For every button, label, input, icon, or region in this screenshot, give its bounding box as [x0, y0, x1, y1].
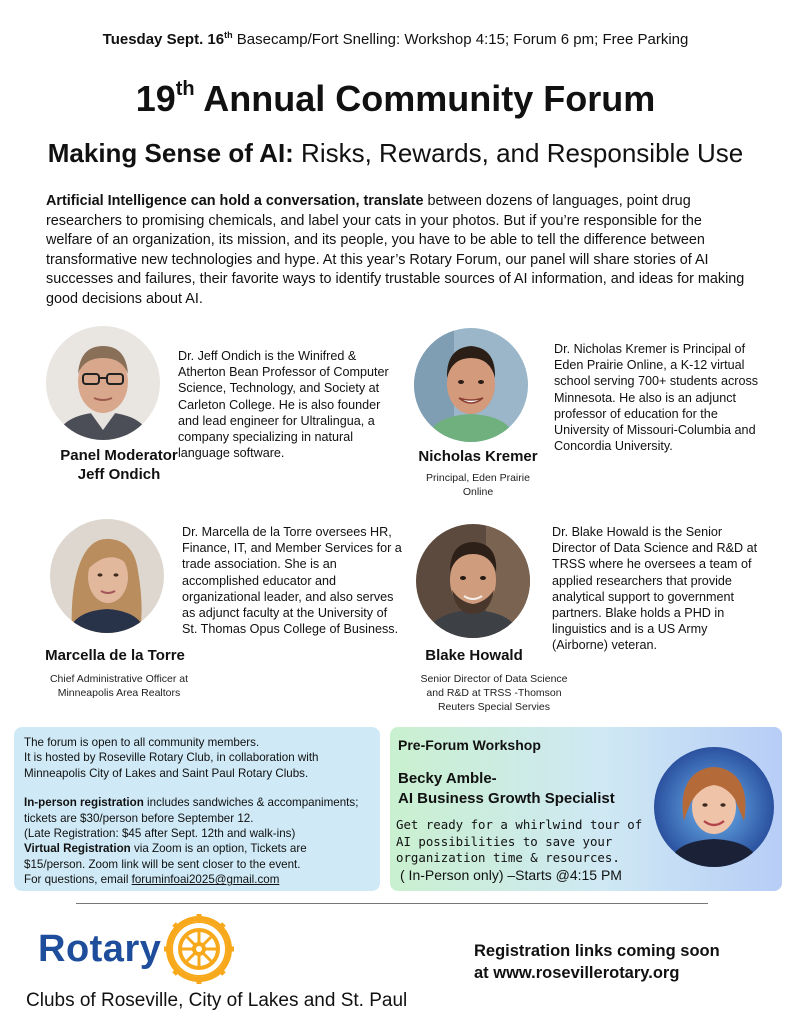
presenter-title: AI Business Growth Specialist [398, 790, 615, 807]
kremer-photo [414, 328, 528, 442]
subtitle-bold: Making Sense of AI: [47, 138, 294, 168]
registration-info [474, 940, 720, 984]
inperson-text: includes sandwiches & accompaniments; tickets are $30/person before September 12. [24, 796, 359, 825]
ondich-photo [46, 326, 160, 440]
inperson-label: In-person registration [24, 796, 144, 810]
howald-name: Blake Howald [425, 647, 523, 664]
virtual-label: Virtual Registration [24, 842, 131, 856]
kremer-name: Nicholas Kremer [418, 448, 538, 465]
delatorre-photo [50, 519, 164, 633]
clubs-text: Clubs of Roseville, City of Lakes and St. Paul [26, 990, 408, 1011]
title-ordinal-suffix: th [175, 78, 195, 100]
ondich-name-line1: Panel Moderator [60, 447, 178, 464]
info-late: (Late Registration: $45 after Sept. 12th and walk-ins) [24, 827, 296, 841]
ondich-name-line2: Jeff Ondich [77, 466, 161, 483]
workshop-note: ( In-Person only) –Starts @4:15 PM [400, 867, 622, 883]
presenter-name: Becky Amble- [398, 770, 497, 787]
kremer-bio: Dr. Nicholas Kremer is Principal of Eden Prairie Online, a K-12 virtual school serving 700+ students across Minnesota. He also is an adjunct professor of education for the University of Missouri-Columbia and Concordia University. [554, 342, 759, 454]
delatorre-bio: Dr. Marcella de la Torre oversees HR, Finance, IT, and Member Services for a trade association. She is an accomplished educator and organizational leader, and also serves as adjunct faculty at the University of St. Thomas Opus College of Business. [182, 525, 402, 637]
howald-role: Senior Director of Data Science and R&D at TRSS -Thomson Reuters Special Servies [420, 673, 568, 713]
rotary-logo-text: Rotary [38, 928, 162, 970]
event-date: Tuesday Sept. 16 [102, 31, 225, 48]
event-date-suffix: th [224, 30, 233, 40]
ondich-bio: Dr. Jeff Ondich is the Winifred & Atherton Bean Professor of Computer Science, Technology, and Society at Carleton College. He is also founder and lead engineer for Ultralingua, a company specializing in natural language software. [178, 349, 389, 461]
forum-info-box [14, 727, 380, 891]
ondich-name [38, 446, 200, 484]
info-inperson [24, 795, 370, 826]
kremer-role: Principal, Eden Prairie Online [426, 472, 530, 498]
info-virtual [24, 841, 370, 872]
subtitle-rest: Risks, Rewards, and Responsible Use [293, 138, 744, 168]
event-details: Basecamp/Fort Snelling: Workshop 4:15; Forum 6 pm; Free Parking [232, 31, 689, 48]
event-date-line [0, 30, 791, 48]
title-text: Annual Community Forum [194, 78, 656, 119]
howald-photo [416, 524, 530, 638]
registration-line1: Registration links coming soon [474, 942, 720, 960]
page-subtitle [0, 138, 791, 169]
page-title [0, 78, 791, 120]
delatorre-role: Chief Administrative Officer at Minneapolis Area Realtors [49, 673, 189, 699]
footer-divider [76, 903, 708, 904]
workshop-title: Pre-Forum Workshop [398, 737, 541, 753]
intro-bold: Artificial Intelligence can hold a conversation, translate [46, 193, 424, 209]
intro-rest: between dozens of languages, point drug researchers to promising chemicals, and label your cats in your photos. But if you’re responsible for the welfare of an organization, its mission, and its people, you have to be able to tell the difference between transformative new technologies and hype. At this year’s Rotary Forum, our panel will share stories of AI successes and failures, their favorite ways to identify trustable sources of AI information, and ideas for making good decisions about AI. [46, 193, 745, 307]
info-open: The forum is open to all community members. [24, 736, 260, 749]
amble-photo [654, 747, 774, 867]
rotary-wheel-icon [162, 912, 236, 986]
howald-bio: Dr. Blake Howald is the Senior Director of Data Science and R&D at TRSS where he oversees a team of applied researchers that provide analytical support to government partners. Blake holds a PHD in linguistics and is a US Army (Airborne) veteran. [552, 525, 758, 653]
intro-paragraph [46, 192, 746, 309]
workshop-presenter [398, 769, 615, 809]
registration-line2[interactable]: at www.rosevillerotary.org [474, 964, 680, 982]
info-questions [24, 872, 370, 887]
virtual-text: via Zoom is an option, Tickets are $15/person. Zoom link will be sent closer to the event. [24, 842, 307, 871]
workshop-box [390, 727, 782, 891]
email-link[interactable]: foruminfoai2025@gmail.com [131, 873, 280, 887]
info-hosted: It is hosted by Roseville Rotary Club, in collaboration with Minneapolis City of Lakes and Saint Paul Rotary Clubs. [24, 751, 319, 780]
workshop-description: Get ready for a whirlwind tour of AI possibilities to save your organization time & resources. [396, 817, 643, 865]
questions-text: For questions, email [24, 873, 132, 887]
delatorre-name: Marcella de la Torre [45, 647, 185, 664]
title-ordinal: 19 [135, 78, 176, 119]
